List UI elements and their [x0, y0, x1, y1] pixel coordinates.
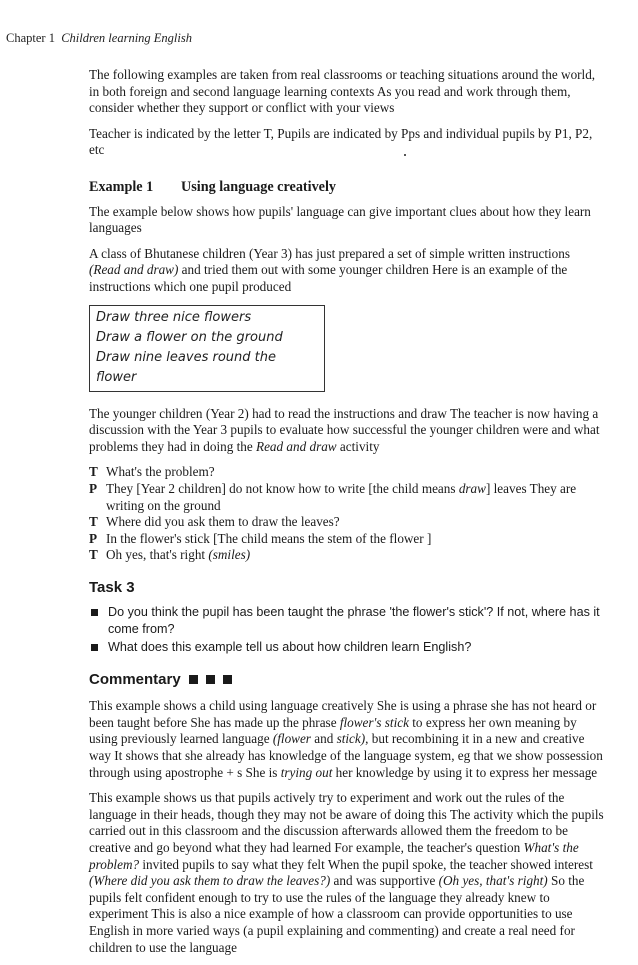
speaker: T — [89, 547, 98, 563]
example-paragraph: The example below shows how pupils' language can give important clues about how they learn languages — [89, 203, 591, 236]
task-list — [89, 604, 604, 655]
commentary-paragraph: This example shows a child using language creatively She is using a phrase she has not heard or been taught before She has made up the phrase flower's stick to express her own meaning by using previously learned language (flower and stick), but recombining it in a new and creative way It shows that she already has knowledge of the language system, eg that we show possession through using apostrophe + s She is trying out her knowledge by using it to express her message — [89, 698, 603, 780]
intro-paragraph: The following examples are taken from real classrooms or teaching situations around the world, in both foreign and second language learning contexts As you read and work through them, consider whether they support or conflict with your views — [89, 67, 596, 116]
chapter-number: Chapter 1 — [6, 31, 55, 45]
speaker: P — [89, 530, 98, 546]
square-icon — [189, 675, 198, 684]
example-title: Using language creatively — [181, 178, 337, 195]
bullet-square-icon — [91, 609, 98, 616]
intro-paragraph: Teacher is indicated by the letter T, Pupils are indicated by Pps and individual pupils by P1, P2, etc — [89, 125, 593, 158]
handwritten-line: Draw a flower on the ground — [96, 329, 283, 345]
dialogue-line: T Oh yes, that's right (smiles) — [89, 547, 251, 563]
square-icon — [223, 675, 232, 684]
dialogue-line: P They [Year 2 children] do not know how to write [the child means draw] leaves They are writing on the ground — [89, 480, 577, 513]
example-number: Example 1 — [89, 178, 154, 195]
bullet-square-icon — [91, 644, 98, 651]
speaker: T — [89, 514, 98, 530]
task-heading: Task 3 — [89, 578, 135, 596]
speaker: P — [89, 480, 98, 496]
handwritten-line: Draw nine leaves round the flower — [96, 349, 276, 385]
running-header — [6, 31, 192, 46]
commentary-heading: Commentary — [89, 672, 604, 689]
dialogue-line: T What's the problem? — [89, 464, 215, 480]
page-body — [89, 67, 604, 965]
task-bullet: What does this example tell us about how children learn English? — [89, 639, 604, 655]
example-heading — [89, 179, 604, 196]
dialogue-line: T Where did you ask them to draw the leaves? — [89, 514, 340, 530]
square-icon — [206, 675, 215, 684]
commentary-paragraph: This example shows us that pupils actively try to experiment and work out the rules of the language in their heads, though they may not be aware of doing this The activity which the pupils carried out in this classroom and the discussion afterwards allowed them the freedom to be creative and go beyond what they had learned For example, the teacher's question What's the problem? invited pupils to say what they felt When the pupil spoke, the teacher showed interest (Where did you ask them to draw the leaves?) and was supportive (Oh yes, that's right) So the pupils felt confident enough to try to use the rules of the language they already knew to experiment This is also a nice example of how a classroom can provide opportunities to use English in more varied ways (a pupil explaining and commenting) and create a real need for children to use the language — [89, 790, 604, 955]
chapter-title: Children learning English — [61, 31, 192, 45]
handwritten-line: Draw three nice flowers — [96, 309, 252, 325]
example-paragraph: A class of Bhutanese children (Year 3) has just prepared a set of simple written instructions (Read and draw) and tried them out with some younger children Here is an example of the instructions which one pupil produced — [89, 245, 570, 294]
example-paragraph: The younger children (Year 2) had to read the instructions and draw The teacher is now having a discussion with the Year 3 pupils to evaluate how successful the younger children were and what problems they had in doing the Read and draw activity — [89, 405, 600, 454]
dialogue — [89, 464, 604, 564]
handwritten-instructions — [89, 305, 325, 392]
dialogue-line: P In the flower's stick [The child means the stem of the flower ] — [89, 530, 432, 546]
task-bullet: Do you think the pupil has been taught the phrase 'the flower's stick'? If not, where has it come from? — [89, 604, 604, 637]
speaker: T — [89, 464, 98, 480]
